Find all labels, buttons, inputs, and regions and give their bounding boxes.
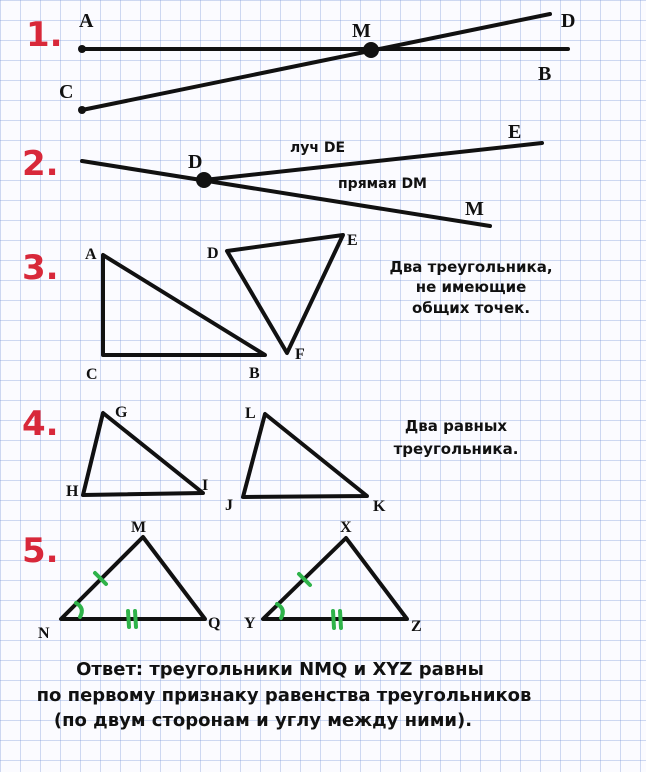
triangle-def (227, 235, 343, 353)
label-f3: F (295, 346, 305, 363)
label-k4: K (373, 498, 386, 515)
triangle-ljk (243, 414, 367, 497)
line-label: прямая DM (338, 176, 427, 192)
label-y5: Y (244, 615, 256, 632)
tick-nq-2 (135, 611, 136, 627)
triangle-ghi (83, 413, 203, 495)
label-m5: M (131, 519, 147, 536)
label-a3: A (85, 246, 97, 263)
tick-nq-1 (128, 611, 129, 627)
answer-line-1: Ответ: треугольники NMQ и XYZ равны (76, 659, 484, 680)
label-n5: N (38, 625, 50, 642)
point-a (78, 45, 86, 53)
label-m: M (352, 20, 371, 42)
triangle-abc (103, 255, 265, 355)
number-5: 5. (22, 531, 59, 571)
angle-mark-y (277, 604, 283, 618)
label-d2: D (188, 151, 203, 173)
note-3-line-1: Два треугольника, (389, 258, 553, 276)
note-3-line-3: общих точек. (411, 299, 531, 317)
point-m (363, 42, 379, 58)
point-c (78, 106, 86, 114)
label-l4: L (245, 405, 256, 422)
label-c3: C (86, 366, 98, 383)
label-c: C (59, 81, 74, 103)
label-a: A (79, 10, 94, 32)
note-3-line-2: не имеющие (415, 278, 527, 296)
angle-mark-n (76, 603, 82, 617)
label-h4: H (66, 483, 79, 500)
answer-line-2: по первому признаку равенства треугольников (36, 685, 532, 706)
label-b: B (538, 63, 552, 85)
line-cd (82, 14, 550, 110)
tick-yz-2 (340, 611, 341, 628)
label-q5: Q (208, 615, 221, 632)
label-i4: I (202, 477, 209, 494)
number-2: 2. (22, 144, 59, 184)
note-4-line-2: треугольника. (393, 440, 519, 458)
label-e3: E (347, 232, 358, 249)
ray-de (204, 143, 542, 180)
point-d2 (196, 172, 212, 188)
label-g4: G (115, 404, 128, 421)
ray-label: луч DE (290, 140, 346, 156)
label-m2: M (465, 198, 484, 220)
label-d: D (561, 10, 576, 32)
number-1: 1. (26, 15, 63, 55)
number-3: 3. (22, 248, 59, 288)
answer-line-3: (по двум сторонам и углу между ними). (53, 710, 473, 731)
label-d3: D (207, 245, 219, 262)
number-4: 4. (22, 404, 59, 444)
label-z5: Z (411, 618, 422, 635)
note-4-line-1: Два равных (404, 417, 508, 435)
label-b3: B (249, 365, 260, 382)
label-x5: X (340, 519, 352, 536)
label-e2: E (508, 121, 522, 143)
triangle-yxz (263, 538, 407, 619)
tick-yz-1 (333, 611, 334, 628)
label-j4: J (225, 497, 233, 514)
